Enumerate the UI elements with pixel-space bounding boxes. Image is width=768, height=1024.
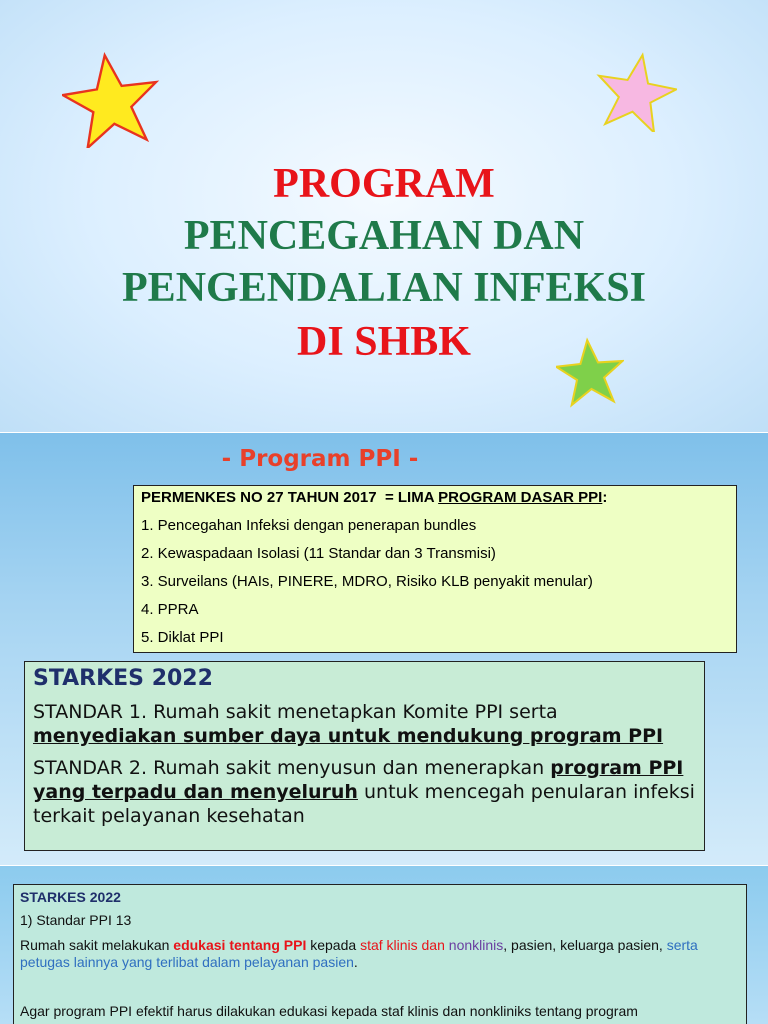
permenkes-underlined: PROGRAM DASAR PPI (438, 489, 603, 506)
permenkes-suffix: : (602, 489, 608, 506)
p1-f: , pasien, keluarga pasien, (503, 937, 667, 953)
list-item: 2. Kewaspadaan Isolasi (11 Standar dan 3 Transmisi) (141, 545, 496, 562)
list-item: 4. PPRA (141, 601, 199, 618)
permenkes-heading (141, 489, 607, 506)
standar-1-prefix: STANDAR 1. Rumah sakit menetapkan Komite PPI serta (33, 701, 558, 723)
program-ppi-heading: - Program PPI - (221, 446, 419, 472)
standar-2-prefix: STANDAR 2. Rumah sakit menyusun dan menerapkan (33, 757, 551, 779)
program-ppi-slide (0, 433, 768, 865)
starkes-box (24, 661, 705, 851)
standar-2-suffix: untuk mencegah penularan infeksi terkait pelayanan kesehatan (33, 781, 695, 827)
standar-2-underlined: program PPI yang terpadu dan menyeluruh (33, 757, 684, 803)
p1-edukasi: edukasi tentang PPI (173, 937, 307, 953)
p1-nonklinis: nonklinis (448, 937, 504, 953)
title-line-pengendalian: PENGENDALIAN INFEKSI (122, 265, 646, 311)
program-efektif-paragraph: Agar program PPI efektif harus dilakukan edukasi kepada staf klinis dan nonkliniks tentang program (20, 1003, 638, 1019)
p1-c: kepada (306, 937, 361, 953)
standar-1-underlined: menyediakan sumber daya untuk mendukung program PPI (33, 725, 664, 747)
list-item: 3. Surveilans (HAIs, PINERE, MDRO, Risiko KLB penyakit menular) (141, 573, 593, 590)
starkes-title: STARKES 2022 (20, 889, 121, 905)
list-item: 1. Pencegahan Infeksi dengan penerapan bundles (141, 517, 477, 534)
list-item: 5. Diklat PPI (141, 629, 224, 646)
edukasi-paragraph (20, 937, 742, 971)
standar-2-text (33, 756, 698, 828)
p1-h: . (353, 954, 358, 970)
edukasi-slide (0, 866, 768, 1024)
standar-1-text (33, 700, 698, 748)
starkes-title: STARKES 2022 (33, 666, 213, 691)
standar-ppi-13: 1) Standar PPI 13 (20, 912, 132, 928)
permenkes-box (133, 485, 737, 653)
p1-petugas: serta petugas lainnya yang terlibat dalam pelayanan pasien (20, 937, 698, 970)
title-slide (0, 0, 768, 432)
permenkes-prefix: PERMENKES NO 27 TAHUN 2017 = LIMA (141, 489, 439, 506)
p1-a: Rumah sakit melakukan (20, 937, 174, 953)
p1-staf-klinis: staf klinis dan (360, 937, 449, 953)
yellow-star-icon (62, 52, 160, 148)
starkes-ppi13-box (13, 884, 747, 1024)
pink-star-icon (595, 52, 677, 132)
title-line-pencegahan: PENCEGAHAN DAN (183, 213, 585, 259)
title-line-program: PROGRAM (273, 161, 495, 207)
title-line-shbk: DI SHBK (297, 319, 471, 365)
